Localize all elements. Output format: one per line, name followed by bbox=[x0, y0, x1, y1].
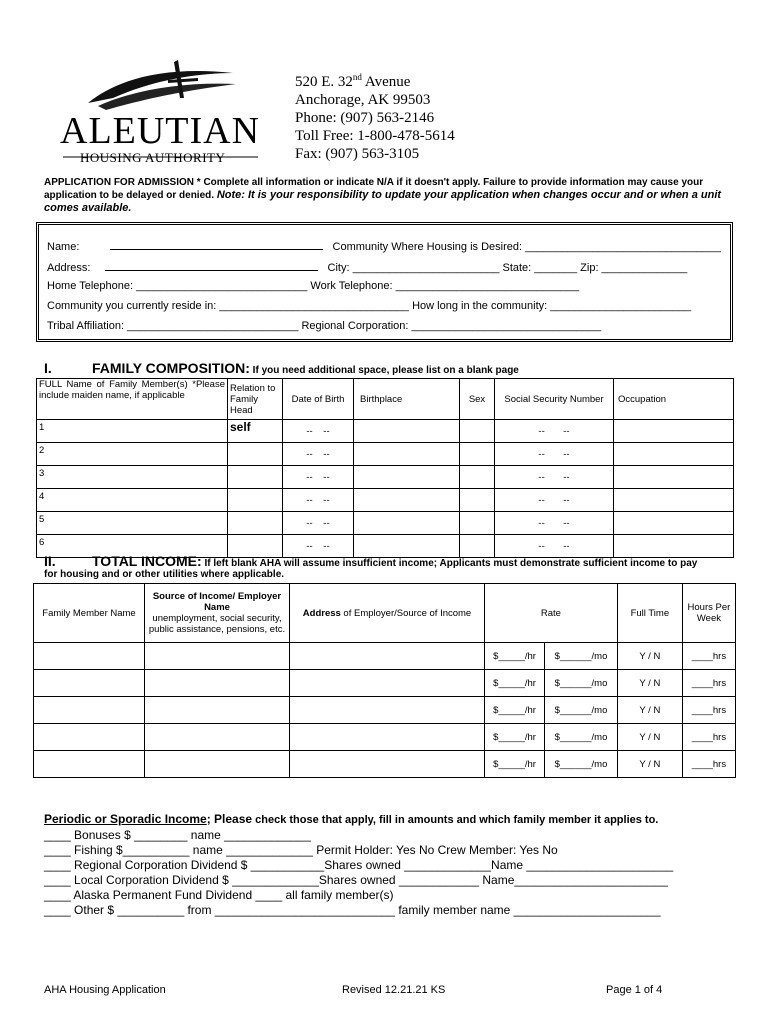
income-address-cell[interactable] bbox=[290, 643, 485, 670]
dob-cell[interactable]: -- -- bbox=[283, 535, 354, 558]
col-name-header: FULL Name of Family Member(s) *Please include maiden name, if applicable bbox=[37, 379, 228, 420]
col-rate-header: Rate bbox=[485, 584, 618, 643]
section2-subtitle-line2: for housing and or other utilities where applicable. bbox=[44, 569, 285, 580]
bonuses-line[interactable]: ____ Bonuses $ ________ name _____________ bbox=[44, 828, 311, 842]
income-row bbox=[34, 751, 736, 778]
col-dob-header: Date of Birth bbox=[283, 379, 354, 420]
regional-dividend-line[interactable]: ____ Regional Corporation Dividend $ ___________Shares owned _____________Name ______________________ bbox=[44, 858, 674, 872]
address-label: Address: bbox=[47, 262, 91, 274]
address-line: Anchorage, AK 99503 bbox=[295, 92, 431, 108]
occupation-cell[interactable] bbox=[614, 443, 734, 466]
income-table bbox=[33, 583, 736, 778]
address-field[interactable] bbox=[105, 260, 318, 271]
dob-cell[interactable]: -- -- bbox=[283, 443, 354, 466]
col-occupation-header: Occupation bbox=[614, 379, 734, 420]
periodic-heading-please: ; Please bbox=[206, 812, 253, 826]
member-name-cell[interactable]: 1 bbox=[37, 420, 228, 443]
ssn-cell[interactable]: -- -- bbox=[495, 443, 614, 466]
rate-monthly-cell[interactable]: $______/mo bbox=[545, 643, 618, 670]
rate-hourly-cell[interactable]: $_____/hr bbox=[485, 670, 545, 697]
relation-cell[interactable] bbox=[228, 512, 283, 535]
birthplace-cell[interactable] bbox=[354, 420, 460, 443]
section2-subtitle: If left blank AHA will assume insufficient income; Applicants must demonstrate sufficient income to pay bbox=[201, 558, 698, 569]
source-header-rest: unemployment, social security, public assistance, pensions, etc. bbox=[148, 613, 286, 635]
col-address-header bbox=[290, 584, 485, 643]
sex-cell[interactable] bbox=[460, 489, 495, 512]
rate-monthly-cell[interactable]: $______/mo bbox=[545, 724, 618, 751]
dob-cell[interactable]: -- -- bbox=[283, 489, 354, 512]
rate-hourly-cell[interactable]: $_____/hr bbox=[485, 751, 545, 778]
income-address-cell[interactable] bbox=[290, 724, 485, 751]
section1-heading bbox=[44, 360, 519, 378]
section1-title: FAMILY COMPOSITION: bbox=[92, 360, 250, 376]
periodic-heading-underlined: Periodic or Sporadic Income bbox=[44, 812, 207, 826]
member-name-cell[interactable]: 4 bbox=[37, 489, 228, 512]
birthplace-cell[interactable] bbox=[354, 443, 460, 466]
community-desired-field[interactable]: Community Where Housing is Desired: ________________________________ bbox=[332, 241, 721, 253]
family-member-row bbox=[37, 489, 734, 512]
sex-cell[interactable] bbox=[460, 466, 495, 489]
member-name-cell[interactable]: 5 bbox=[37, 512, 228, 535]
col-hours-header: Hours Per Week bbox=[682, 584, 735, 643]
col-source-header bbox=[145, 584, 290, 643]
relation-cell[interactable] bbox=[228, 443, 283, 466]
occupation-cell[interactable] bbox=[614, 466, 734, 489]
ssn-cell[interactable]: -- -- bbox=[495, 512, 614, 535]
name-label: Name: bbox=[47, 241, 80, 253]
sex-cell[interactable] bbox=[460, 420, 495, 443]
income-source-cell[interactable] bbox=[145, 670, 290, 697]
community-residence-row[interactable]: Community you currently reside in: _______________________________ How long in the community: _______________________ bbox=[47, 300, 691, 312]
telephone-row[interactable]: Home Telephone: ____________________________ Work Telephone: ______________________________ bbox=[47, 280, 580, 292]
fax-line: Fax: (907) 563-3105 bbox=[295, 146, 420, 162]
relation-cell[interactable]: self bbox=[228, 420, 283, 443]
logo-text-line2: HOUSING AUTHORITY bbox=[80, 150, 226, 165]
occupation-cell[interactable] bbox=[614, 420, 734, 443]
family-member-row bbox=[37, 443, 734, 466]
section1-subtitle: If you need additional space, please list on a blank page bbox=[249, 365, 519, 376]
rate-monthly-cell[interactable]: $______/mo bbox=[545, 697, 618, 724]
income-address-cell[interactable] bbox=[290, 697, 485, 724]
income-row bbox=[34, 724, 736, 751]
col-member-header: Family Member Name bbox=[34, 584, 145, 643]
fulltime-yn-cell[interactable]: Y / N bbox=[617, 751, 682, 778]
col-ssn-header: Social Security Number bbox=[495, 379, 614, 420]
income-member-cell[interactable] bbox=[34, 643, 145, 670]
occupation-cell[interactable] bbox=[614, 489, 734, 512]
income-source-cell[interactable] bbox=[145, 751, 290, 778]
income-member-cell[interactable] bbox=[34, 670, 145, 697]
intro-instructions bbox=[44, 177, 734, 215]
col-sex-header: Sex bbox=[460, 379, 495, 420]
footer-form-name: AHA Housing Application bbox=[44, 984, 166, 996]
local-dividend-line[interactable]: ____ Local Corporation Dividend $ _____________Shares owned ____________ Name_______________________ bbox=[44, 873, 668, 887]
ssn-cell[interactable]: -- -- bbox=[495, 466, 614, 489]
ssn-cell[interactable]: -- -- bbox=[495, 535, 614, 558]
income-source-cell[interactable] bbox=[145, 643, 290, 670]
section2-title: TOTAL INCOME: bbox=[92, 553, 202, 569]
member-name-cell[interactable]: 6 bbox=[37, 535, 228, 558]
col-birthplace-header: Birthplace bbox=[354, 379, 460, 420]
rate-hourly-cell[interactable]: $_____/hr bbox=[485, 724, 545, 751]
income-source-cell[interactable] bbox=[145, 697, 290, 724]
family-member-row bbox=[37, 420, 734, 443]
member-name-cell[interactable]: 2 bbox=[37, 443, 228, 466]
income-member-cell[interactable] bbox=[34, 724, 145, 751]
periodic-heading bbox=[44, 812, 673, 828]
hours-per-week-cell[interactable]: ____hrs bbox=[682, 724, 735, 751]
hours-per-week-cell[interactable]: ____hrs bbox=[682, 697, 735, 724]
section2-number: II. bbox=[44, 553, 56, 569]
col-fulltime-header: Full Time bbox=[617, 584, 682, 643]
fulltime-yn-cell[interactable]: Y / N bbox=[617, 724, 682, 751]
footer-page-number: Page 1 of 4 bbox=[606, 984, 663, 996]
address-row bbox=[47, 260, 687, 274]
relation-cell[interactable] bbox=[228, 489, 283, 512]
member-name-cell[interactable]: 3 bbox=[37, 466, 228, 489]
dob-cell[interactable]: -- -- bbox=[283, 420, 354, 443]
family-composition-table bbox=[36, 378, 734, 558]
col-relation-header: Relation to Family Head bbox=[228, 379, 283, 420]
fishing-line[interactable]: ____ Fishing $__________ name _____________ Permit Holder: Yes No Crew Member: Yes No bbox=[44, 843, 558, 857]
family-table-header bbox=[37, 379, 734, 420]
income-source-cell[interactable] bbox=[145, 724, 290, 751]
rate-hourly-cell[interactable]: $_____/hr bbox=[485, 697, 545, 724]
hours-per-week-cell[interactable]: ____hrs bbox=[682, 751, 735, 778]
income-row bbox=[34, 643, 736, 670]
fulltime-yn-cell[interactable]: Y / N bbox=[617, 643, 682, 670]
income-address-cell[interactable] bbox=[290, 751, 485, 778]
hours-per-week-cell[interactable]: ____hrs bbox=[682, 643, 735, 670]
name-field[interactable] bbox=[110, 239, 323, 250]
rate-monthly-cell[interactable]: $______/mo bbox=[545, 670, 618, 697]
birthplace-cell[interactable] bbox=[354, 489, 460, 512]
pfd-line[interactable]: ____ Alaska Permanent Fund Dividend ____ all family member(s) bbox=[44, 888, 394, 902]
tribal-affiliation-row[interactable]: Tribal Affiliation: ____________________________ Regional Corporation: _______________________________ bbox=[47, 320, 602, 332]
address-header-rest: of Employer/Source of Income bbox=[340, 607, 472, 619]
relation-cell[interactable] bbox=[228, 466, 283, 489]
income-member-cell[interactable] bbox=[34, 697, 145, 724]
income-row bbox=[34, 670, 736, 697]
intro-text: APPLICATION FOR ADMISSION * Complete all information or indicate N/A if it doesn't apply. Failure to provide information may cause your application to be delayed or denied. bbox=[44, 177, 704, 201]
rate-monthly-cell[interactable]: $______/mo bbox=[545, 751, 618, 778]
occupation-cell[interactable] bbox=[614, 512, 734, 535]
name-row bbox=[47, 239, 721, 253]
rate-hourly-cell[interactable]: $_____/hr bbox=[485, 643, 545, 670]
family-member-row bbox=[37, 466, 734, 489]
dob-cell[interactable]: -- -- bbox=[283, 512, 354, 535]
footer-revision: Revised 12.21.21 KS bbox=[342, 984, 446, 996]
income-address-cell[interactable] bbox=[290, 670, 485, 697]
periodic-income-section bbox=[44, 812, 673, 918]
source-header-bold: Source of Income/ Employer Name bbox=[152, 591, 282, 613]
ssn-cell[interactable]: -- -- bbox=[495, 489, 614, 512]
section1-number: I. bbox=[44, 360, 52, 376]
birthplace-cell[interactable] bbox=[354, 466, 460, 489]
family-member-row bbox=[37, 512, 734, 535]
birthplace-cell[interactable] bbox=[354, 512, 460, 535]
income-row bbox=[34, 697, 736, 724]
tollfree-line: Toll Free: 1-800-478-5614 bbox=[295, 128, 455, 144]
sex-cell[interactable] bbox=[460, 512, 495, 535]
periodic-heading-instructions: check those that apply, fill in amounts and which family member it applies to. bbox=[252, 814, 659, 826]
contact-address bbox=[295, 68, 455, 163]
aleutian-logo bbox=[58, 58, 273, 168]
fulltime-yn-cell[interactable]: Y / N bbox=[617, 697, 682, 724]
phone-line: Phone: (907) 563-2146 bbox=[295, 110, 435, 126]
logo-swoosh-icon bbox=[58, 58, 273, 168]
logo-text-line1: ALEUTIAN bbox=[60, 110, 261, 152]
other-income-line[interactable]: ____ Other $ __________ from ___________________________ family member name ______________________ bbox=[44, 903, 661, 917]
income-member-cell[interactable] bbox=[34, 751, 145, 778]
fulltime-yn-cell[interactable]: Y / N bbox=[617, 670, 682, 697]
address-line: 520 E. 32nd Avenue bbox=[295, 72, 411, 90]
address-header-bold: Address bbox=[302, 607, 341, 619]
city-state-zip-field[interactable]: City: ________________________ State: _______ Zip: ______________ bbox=[327, 262, 688, 274]
sex-cell[interactable] bbox=[460, 443, 495, 466]
income-table-header bbox=[34, 584, 736, 643]
dob-cell[interactable]: -- -- bbox=[283, 466, 354, 489]
ssn-cell[interactable]: -- -- bbox=[495, 420, 614, 443]
applicant-info-box bbox=[36, 222, 733, 342]
hours-per-week-cell[interactable]: ____hrs bbox=[682, 670, 735, 697]
intro-note: Note: It is your responsibility to update your application when changes occur and or when a unit comes available. bbox=[44, 189, 722, 214]
